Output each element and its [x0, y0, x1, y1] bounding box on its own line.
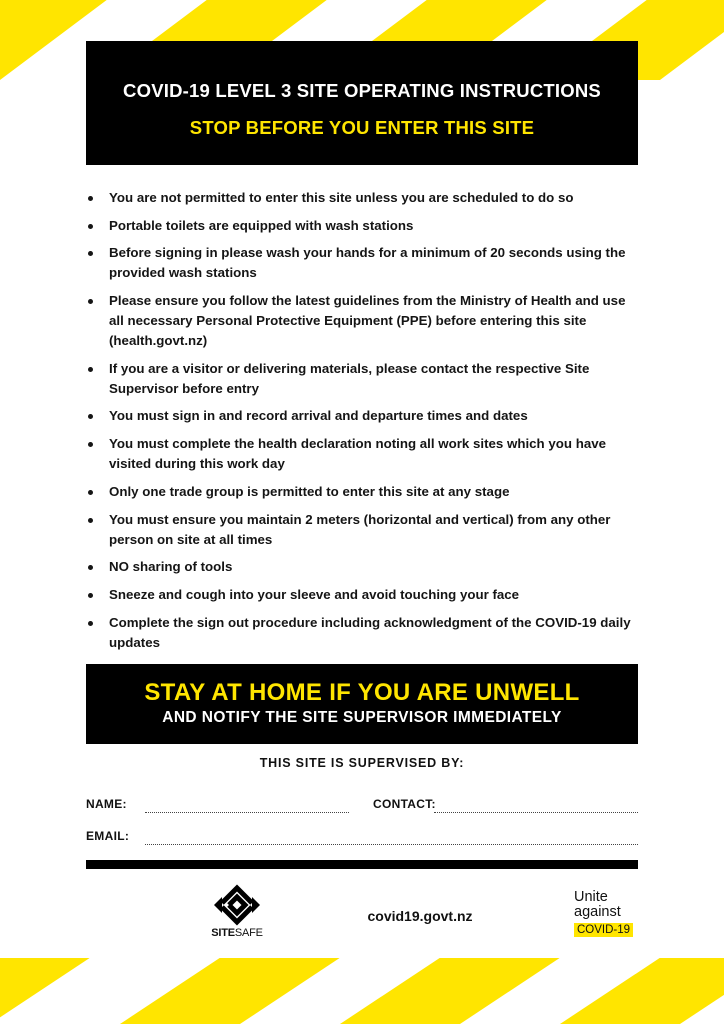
unite-against-covid-logo	[574, 890, 644, 938]
list-item: You are not permitted to enter this site unless you are scheduled to do so	[86, 188, 642, 208]
warning-subheading: AND NOTIFY THE SITE SUPERVISOR IMMEDIATELY	[162, 709, 562, 726]
list-item: You must complete the health declaration noting all work sites which you have visited during this work day	[86, 434, 642, 474]
list-item: Before signing in please wash your hands for a minimum of 20 seconds using the provided wash stations	[86, 243, 642, 283]
name-field[interactable]	[145, 812, 349, 813]
header-banner	[86, 41, 638, 165]
list-item: Complete the sign out procedure including acknowledgment of the COVID-19 daily updates	[86, 613, 642, 653]
sitesafe-word-light: SAFE	[234, 927, 263, 939]
list-item: Portable toilets are equipped with wash stations	[86, 216, 642, 236]
hazard-stripes-bottom	[0, 958, 724, 1024]
unite-line-2: against	[574, 904, 621, 920]
website-link[interactable]: covid19.govt.nz	[367, 908, 473, 924]
warning-banner	[86, 664, 638, 744]
supervised-heading: THIS SITE IS SUPERVISED BY:	[259, 756, 465, 770]
list-item: Only one trade group is permitted to enter this site at any stage	[86, 482, 642, 502]
list-item: NO sharing of tools	[86, 557, 642, 577]
sitesafe-word-bold: SITE	[211, 927, 235, 939]
contact-field[interactable]	[434, 812, 638, 813]
stripes-bottom-graphic	[0, 958, 724, 1024]
list-item: Please ensure you follow the latest guidelines from the Ministry of Health and use all necessary Personal Protective Equipment (PPE) before entering this site (health.govt.nz)	[86, 291, 642, 351]
page-subtitle: STOP BEFORE YOU ENTER THIS SITE	[189, 117, 535, 138]
list-item: You must sign in and record arrival and departure times and dates	[86, 406, 642, 426]
sitesafe-logo	[192, 883, 282, 943]
instructions-list	[86, 188, 642, 660]
covid-badge: COVID-19	[574, 923, 633, 937]
page-title: COVID-19 LEVEL 3 SITE OPERATING INSTRUCTIONS	[123, 80, 601, 101]
list-item: If you are a visitor or delivering materials, please contact the respective Site Supervisor before entry	[86, 359, 642, 399]
list-item: Sneeze and cough into your sleeve and avoid touching your face	[86, 585, 642, 605]
sitesafe-diamond-icon	[192, 883, 282, 927]
unite-line-1: Unite	[574, 889, 608, 905]
warning-heading: STAY AT HOME IF YOU ARE UNWELL	[144, 679, 580, 706]
list-item: You must ensure you maintain 2 meters (horizontal and vertical) from any other person on site at all times	[86, 510, 642, 550]
email-label: EMAIL:	[86, 829, 130, 843]
name-label: NAME:	[86, 797, 127, 811]
divider	[86, 860, 638, 869]
sitesafe-wordmark	[192, 927, 282, 939]
contact-label: CONTACT:	[373, 797, 436, 811]
email-field[interactable]	[145, 844, 638, 845]
